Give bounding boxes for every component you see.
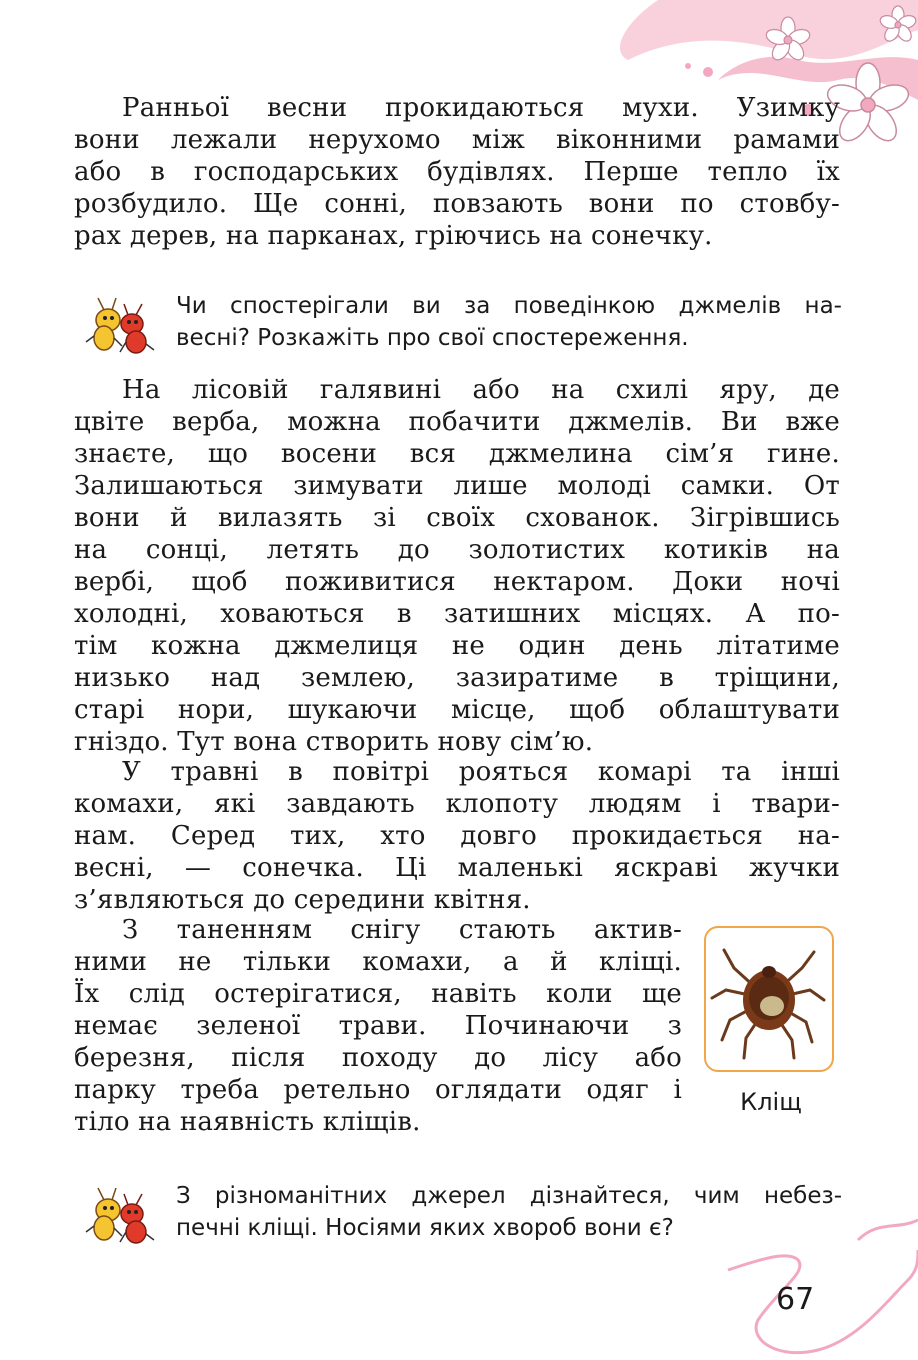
text-line: парку треба ретельно оглядати одяг і <box>74 1075 682 1105</box>
ant-mascot-icon <box>84 1180 156 1252</box>
text-line: розбудило. Ще сонні, повзають вони по стовбу- <box>74 189 840 219</box>
text-line: ними не тільки комахи, а й кліщі. <box>74 947 682 977</box>
text-line: вербі, щоб поживитися нектаром. Доки ночі <box>74 567 840 597</box>
text-line: або в господарських будівлях. Перше тепло їх <box>74 157 840 187</box>
task-text <box>176 290 842 354</box>
task-block-bumblebees <box>84 290 844 370</box>
text-line: знаєте, що восени вся джмелина сім’я гине. <box>74 439 840 469</box>
text-line: Чи спостерігали ви за поведінкою джмелів на- <box>176 293 842 319</box>
text-line: вони й вилазять зі своїх схованок. Зігрівшись <box>74 503 840 533</box>
page-number: 67 <box>776 1282 815 1317</box>
text-line: гніздо. Тут вона створить нову сім’ю. <box>74 727 594 757</box>
curl-decoration-icon <box>718 1200 918 1360</box>
text-line: комахи, які завдають клопоту людям і твари- <box>74 789 840 819</box>
paragraph-bumblebees <box>74 374 840 758</box>
ant-mascot-icon <box>84 290 156 362</box>
tick-icon <box>706 928 832 1070</box>
paragraph-mosquitoes <box>74 756 840 916</box>
tick-image-frame <box>704 926 834 1072</box>
figure-caption: Кліщ <box>740 1088 802 1116</box>
text-line: весні, — сонечка. Ці маленькі яскраві жучки <box>74 853 840 883</box>
text-line: з’являються до середини квітня. <box>74 885 531 915</box>
text-line: Залишаються зимувати лише молоді самки. От <box>74 471 840 501</box>
text-line: З різноманітних джерел дізнайтеся, чим небез- <box>176 1183 842 1209</box>
text-line: На лісовій галявині або на схилі яру, де <box>122 375 840 405</box>
text-line: старі нори, шукаючи місце, щоб облаштувати <box>74 695 840 725</box>
text-line: немає зеленої трави. Починаючи з <box>74 1011 682 1041</box>
text-line: тіло на наявність кліщів. <box>74 1107 421 1137</box>
text-line: печні кліщі. Носіями яких хвороб вони є? <box>176 1215 674 1241</box>
text-line: весні? Розкажіть про свої спостереження. <box>176 325 689 351</box>
text-line: тім кожна джмелиця не один день літатиме <box>74 631 840 661</box>
text-line: нам. Серед тих, хто довго прокидається на- <box>74 821 840 851</box>
paragraph-flies <box>74 92 840 252</box>
text-line: З таненням снігу стають актив- <box>122 915 682 945</box>
text-line: березня, після походу до лісу або <box>74 1043 682 1073</box>
text-line: У травні в повітрі рояться комарі та інші <box>122 757 840 787</box>
text-line: вони лежали нерухомо між віконними рамами <box>74 125 840 155</box>
paragraph-ticks <box>74 914 682 1138</box>
text-line: Їх слід остерігатися, навіть коли ще <box>74 979 682 1009</box>
text-line: цвіте верба, можна побачити джмелів. Ви вже <box>74 407 840 437</box>
text-line: на сонці, летять до золотистих котиків на <box>74 535 840 565</box>
text-line: рах дерев, на парканах, гріючись на сонечку. <box>74 221 713 251</box>
text-line: холодні, ховаються в затишних місцях. А по- <box>74 599 840 629</box>
text-line: низько над землею, зазиратиме в тріщини, <box>74 663 840 693</box>
text-line: Ранньої весни прокидаються мухи. Узимку <box>122 93 840 123</box>
